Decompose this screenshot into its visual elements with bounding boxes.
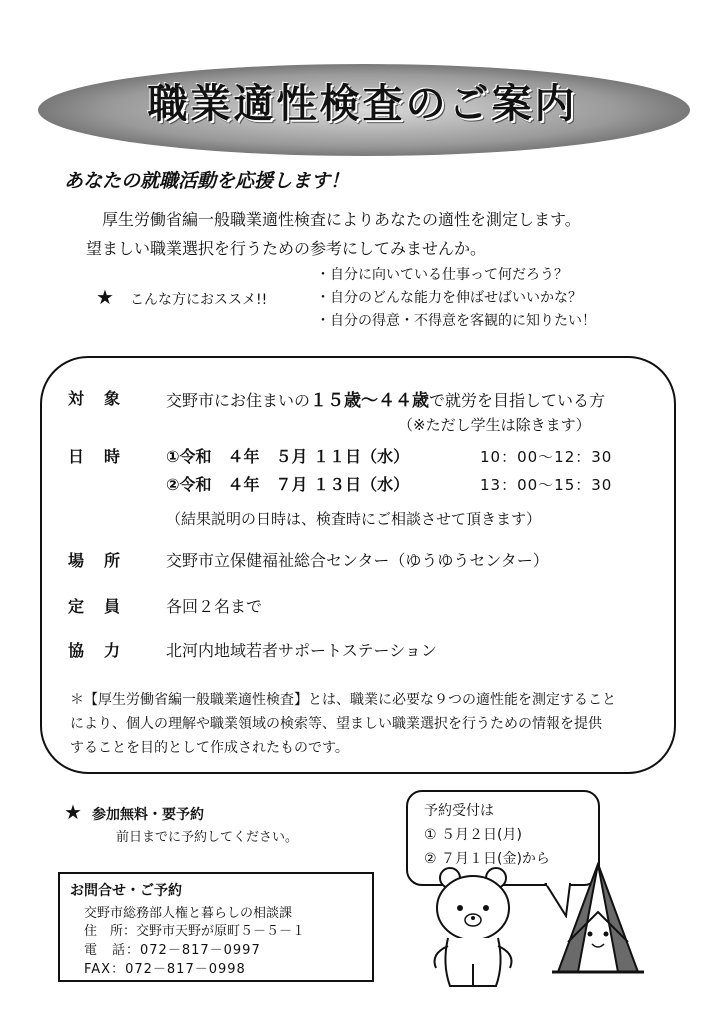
reservation-line-2: ② ７月１日(金)から: [424, 851, 550, 867]
place-label-a: 場: [68, 551, 85, 570]
target-label-a: 対: [68, 389, 85, 408]
capacity-label-b: 員: [104, 597, 121, 616]
star-icon: ★: [96, 285, 114, 309]
place-label-b: 所: [104, 551, 121, 570]
footnote-line-3: することを目的として作成されたものです。: [70, 740, 349, 756]
session-1-date: ①令和 ４年 ５月 １１日（水）: [166, 447, 410, 466]
footnote-line-2: により、個人の理解や職業領域の検索等、望ましい職業選択を行うための情報を提供: [70, 716, 602, 732]
footnote-line-1: ＊【厚生労働省編一般職業適性検査】とは、職業に必要な９つの適性能を測定すること: [70, 692, 616, 708]
reservation-line-1: ① ５月２日(月): [424, 827, 522, 843]
target-note: （※ただし学生は除きます）: [398, 416, 591, 434]
session-1-time: 10：00～12：30: [480, 448, 613, 466]
contact-address: 住 所：交野市天野が原町５－５－１: [84, 924, 306, 939]
page-title: 職業適性検査のご案内: [147, 81, 578, 127]
datetime-note: （結果説明の日時は、検査時にご相談させて頂きます）: [166, 510, 542, 528]
free-label: 参加無料・要予約: [92, 807, 204, 823]
place-value: 交野市立保健福祉総合センター（ゆうゆうセンター）: [166, 551, 549, 570]
cooperation-value: 北河内地域若者サポートステーション: [166, 641, 437, 660]
recommend-bullet: ・自分のどんな能力を伸ばせばいいかな？: [316, 290, 582, 306]
free-note: 前日までに予約してください。: [116, 830, 299, 845]
session-2-time: 13：00～15：30: [480, 476, 613, 494]
recommend-label: こんな方におススメ!!: [130, 292, 268, 308]
cooperation-label-a: 協: [68, 641, 85, 660]
target-label-b: 象: [104, 389, 121, 408]
cooperation-label-b: 力: [104, 641, 121, 660]
intro-line-1: 厚生労働省編一般職業適性検査によりあなたの適性を測定します。: [102, 210, 581, 229]
recommend-bullet: ・自分に向いている仕事って何だろう？: [316, 267, 568, 283]
bamboo-shoot-mascot-icon: [548, 862, 648, 982]
bear-mascot-icon: [420, 864, 530, 994]
target-post: で就労を目指している方: [429, 391, 606, 410]
target-value: [166, 386, 605, 411]
session-2-date: ②令和 ４年 ７月 １３日（水）: [166, 475, 410, 494]
datetime-label-a: 日: [68, 447, 85, 466]
datetime-label-b: 時: [104, 447, 121, 466]
contact-dept: 交野市総務部人権と暮らしの相談課: [84, 906, 293, 921]
contact-title: お問合せ・ご予約: [70, 883, 182, 899]
target-pre: 交野市にお住まいの: [166, 391, 311, 410]
subtitle: あなたの就職活動を応援します！: [64, 170, 350, 192]
star-icon: ★: [64, 800, 82, 824]
contact-phone: 電 話：072－817－0997: [84, 943, 261, 958]
capacity-label-a: 定: [68, 597, 85, 616]
contact-fax: FAX：072－817－0998: [84, 962, 246, 977]
reservation-title: 予約受付は: [424, 803, 494, 819]
recommend-bullet: ・自分の得意・不得意を客観的に知りたい！: [316, 313, 596, 329]
target-age: １５歳～４４歳: [310, 391, 430, 411]
capacity-value: 各回２名まで: [166, 597, 263, 616]
intro-line-2: 望ましい職業選択を行うための参考にしてみませんか。: [86, 239, 487, 258]
